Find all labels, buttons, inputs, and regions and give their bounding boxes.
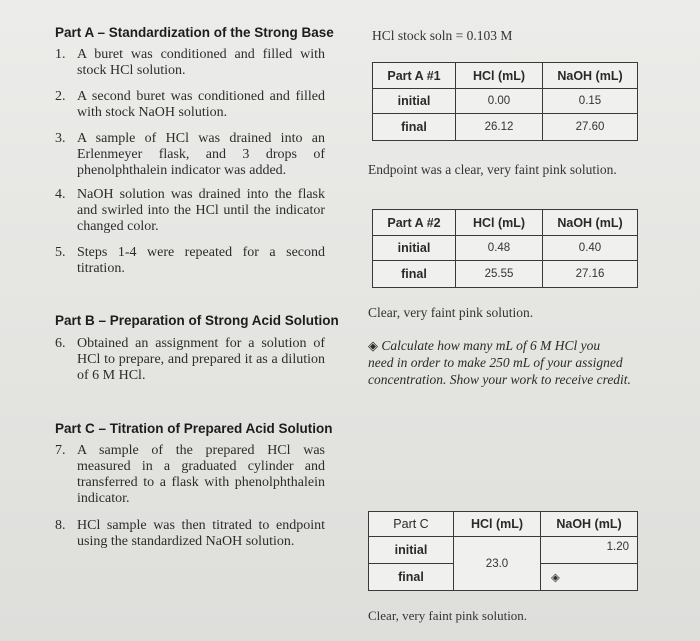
step-text: NaOH solution was drained into the flask and swirled into the HCl until the indicator changed color. <box>77 187 325 234</box>
row-label: initial <box>369 537 454 564</box>
naoh-initial-cell: 1.20 <box>541 537 638 564</box>
part-a-heading: Part A – Standardization of the Strong Base <box>55 25 334 40</box>
calc-line-1: ◈ Calculate how many mL of 6 M HCl you <box>368 338 601 353</box>
table-header: HCl (mL) <box>456 63 543 89</box>
table-row <box>369 537 638 564</box>
step-text: A sample of the prepared HCl was measured in a graduated cylinder and transferred to a flask with phenolphthalein indicator. <box>77 443 325 506</box>
step-number: 3. <box>55 131 66 146</box>
table-header: NaOH (mL) <box>541 512 638 537</box>
step-number: 4. <box>55 187 66 202</box>
naoh-cell: 0.15 <box>543 89 638 114</box>
step-text: Obtained an assignment for a solution of HCl to prepare, and prepared it as a dilution of 6 M HCl. <box>77 336 325 383</box>
hcl-cell: 23.0 <box>454 537 541 591</box>
step-number: 2. <box>55 89 66 104</box>
step-5 <box>55 245 325 279</box>
step-text: A sample of HCl was drained into an Erlenmeyer flask, and 3 drops of phenolphthalein indicator was added. <box>77 131 325 178</box>
row-label: initial <box>373 89 456 114</box>
naoh-cell: 27.60 <box>543 114 638 141</box>
part-a-trial-2-table <box>372 209 638 288</box>
table-row <box>373 114 638 141</box>
step-number: 7. <box>55 443 66 458</box>
step-4 <box>55 187 325 237</box>
step-6 <box>55 336 325 386</box>
hcl-cell: 0.00 <box>456 89 543 114</box>
table-row <box>373 89 638 114</box>
hcl-cell: 25.55 <box>456 261 543 288</box>
hcl-cell: 0.48 <box>456 236 543 261</box>
step-number: 1. <box>55 47 66 62</box>
part-c-heading: Part C – Titration of Prepared Acid Solution <box>55 421 333 436</box>
part-a-trial-1-table <box>372 62 638 141</box>
endpoint-note-2: Clear, very faint pink solution. <box>368 305 534 320</box>
part-b-heading: Part B – Preparation of Strong Acid Solution <box>55 313 339 328</box>
table-header: NaOH (mL) <box>543 63 638 89</box>
diamond-marker-icon: ◈ <box>541 564 638 591</box>
calculation-instruction <box>368 337 631 388</box>
step-number: 6. <box>55 336 66 351</box>
hcl-cell: 26.12 <box>456 114 543 141</box>
naoh-cell: 0.40 <box>543 236 638 261</box>
step-text: HCl sample was then titrated to endpoint using the standardized NaOH solution. <box>77 518 325 549</box>
stock-concentration: HCl stock soln = 0.103 M <box>372 28 513 43</box>
step-text: A buret was conditioned and filled with stock HCl solution. <box>77 47 325 78</box>
step-number: 8. <box>55 518 66 533</box>
table-header: HCl (mL) <box>454 512 541 537</box>
step-3 <box>55 131 325 181</box>
table-row <box>373 236 638 261</box>
table-header: HCl (mL) <box>456 210 543 236</box>
calc-line-3: concentration. Show your work to receive credit. <box>368 372 631 387</box>
calc-line-2: need in order to make 250 mL of your assigned <box>368 355 623 370</box>
step-1 <box>55 47 325 81</box>
table-header: Part C <box>369 512 454 537</box>
step-8 <box>55 518 325 552</box>
diamond-bullet-icon: ◈ <box>368 338 378 353</box>
step-number: 5. <box>55 245 66 260</box>
naoh-cell: 27.16 <box>543 261 638 288</box>
row-label: final <box>373 261 456 288</box>
table-header: NaOH (mL) <box>543 210 638 236</box>
part-c-table <box>368 511 638 591</box>
step-text: Steps 1-4 were repeated for a second titration. <box>77 245 325 276</box>
step-7 <box>55 443 325 509</box>
row-label: initial <box>373 236 456 261</box>
step-text: A second buret was conditioned and filled with stock NaOH solution. <box>77 89 325 120</box>
endpoint-note-1: Endpoint was a clear, very faint pink solution. <box>368 162 617 177</box>
table-header: Part A #1 <box>373 63 456 89</box>
endpoint-note-3: Clear, very faint pink solution. <box>368 608 528 623</box>
step-2 <box>55 89 325 123</box>
table-header: Part A #2 <box>373 210 456 236</box>
row-label: final <box>369 564 454 591</box>
row-label: final <box>373 114 456 141</box>
table-row <box>373 261 638 288</box>
